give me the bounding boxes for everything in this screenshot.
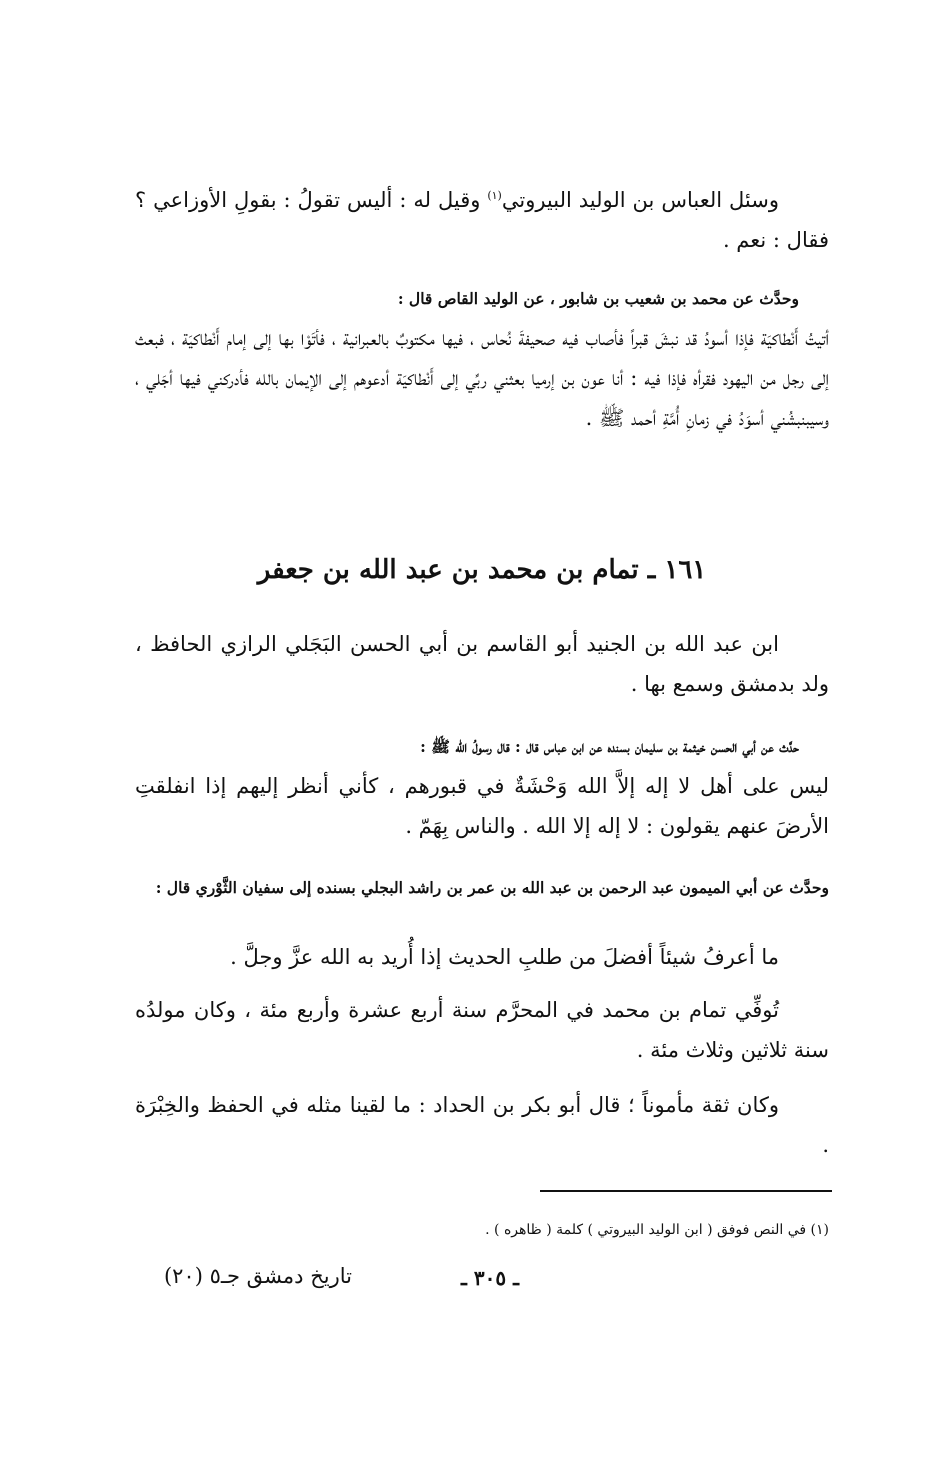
isnad-1: وحدَّث عن محمد بن شعيب بن شابور ، عن الوليد القاص قال : xyxy=(397,289,799,308)
quote-text: ما أعرفُ شيئاً أفضلَ من طلبِ الحديث إذا أُريد به الله عزَّ وجلَّ . xyxy=(230,945,779,969)
bio-paragraph: ابن عبد الله بن الجنيد أبو القاسم بن أبي الحسن البَجَلي الرازي الحافظ ، ولد بدمشق وسمع بها . xyxy=(135,632,829,696)
footnote-divider xyxy=(540,1190,832,1192)
death-paragraph: تُوفِّي تمام بن محمد في المحرَّم سنة أربع عشرة وأربع مئة ، وكان مولدُه سنة ثلاثين وثلاث مئة . xyxy=(135,998,829,1062)
footnote: (١) في النص فوفق ( ابن الوليد البيروتي ) كلمة ( ظاهره ) . xyxy=(485,1222,829,1238)
paragraph-abbas-text: وسئل العباس بن الوليد البيروتي xyxy=(501,188,779,212)
entry-title: ١٦١ ـ تمام بن محمد بن عبد الله بن جعفر xyxy=(257,555,707,585)
paragraph-abbas xyxy=(135,176,829,260)
paragraph-abbas-rest: وقيل له : أليس تقولُ : بقولِ الأوزاعي ؟ فقال : نعم . xyxy=(135,188,829,252)
isnad-3: وحدَّث عن أبي الميمون عبد الرحمن بن عبد الله بن عمر بن راشد البجلي بسنده إلى سفيان الثَّوْري قال : xyxy=(155,878,829,897)
running-title: تاريخ دمشق جـ٥ (٢٠) xyxy=(163,1264,352,1288)
footnote-ref: (١) xyxy=(487,189,502,202)
hadith-text: ليس على أهل لا إله إلاَّ الله وَحْشَةٌ في قبورهم ، كأني أنظر إليهم إذا انفلقتِ الأرضَ عنهم يقولون : لا إله إلا الله . والناس بِهَمّ . xyxy=(135,774,829,838)
isnad-2: حدَّث عن أبي الحسن خيثمة بن سليمان بسنده عن ابن عباس قال : قال رسولُ الله ﷺ : xyxy=(420,737,799,756)
trust-paragraph: وكان ثقة مأموناً ؛ قال أبو بكر بن الحداد : ما لقينا مثله في الحفظ والخِبْرَة . xyxy=(135,1093,829,1157)
text-antakya: أتيتُ أَنْطاكيَة فإذا أسودُ قد نبشَ قبراً فأصاب فيه صحيفةَ نُحاس ، فيها مكتوبٌ بالعبرانية ، فأتَوْا بها إلى إمام أَنْطاكيَة ، فبعث إلى رجل من اليهود فقرأه فإذا فيه : أنا عون بن إرميا بعثني ربِّي إلى أَنْطاكيَة أدعوهم إلى الإيمان بالله فأدركني فيها أجَلي ، وسيبنبشُني أسوَدُ في زمانِ أُمَّةِ أحمد ﷺ . xyxy=(135,326,829,430)
page-number: ـ ٣٠٥ ـ xyxy=(461,1266,519,1290)
